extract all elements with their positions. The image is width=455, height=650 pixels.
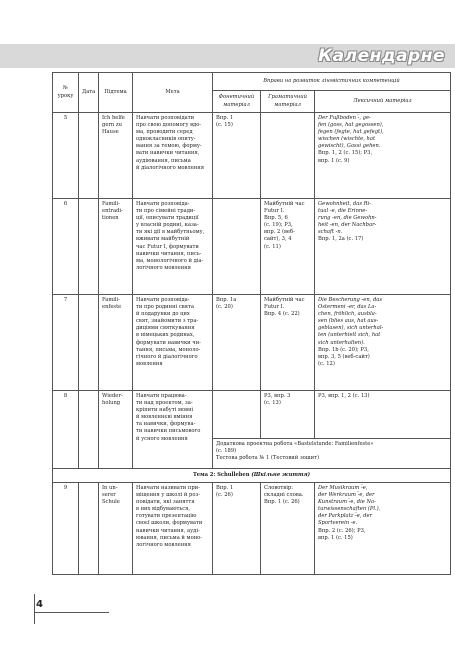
col-header-group: Вправи на розвиток лінгвістичних компетенцій [213, 73, 451, 91]
col-header-phonetic: Фонетичний матеріал [213, 91, 261, 113]
col-header-grammar: Граматичний матеріал [261, 91, 315, 113]
table-row [53, 483, 451, 575]
col-header-goal: Мета [133, 73, 213, 113]
subtopic-cell: Famili- entradi- tionen [99, 199, 133, 295]
subtopic-cell: In un- serer Schule [99, 483, 133, 575]
goal-cell: Навчати розповідати про свою допомогу вдо- ма, проводити серед однокласників опиту- вання за темою, форму- вати навички читання, аудіювання, письма й діалогічного мовлення [133, 113, 213, 199]
page-number: 4 [36, 599, 43, 610]
grammar-cell: Майбутній час Futur I. Впр. 5, 6 (с. 19); Р3, впр. 2 (веб- сайт), 3, 4 (с. 11) [261, 199, 315, 295]
table-row [53, 391, 451, 439]
table-row [53, 199, 451, 295]
grammar-cell: Майбутній час Futur I. Впр. 4 (с. 22) [261, 295, 315, 391]
col-header-subtopic: Підтема [99, 73, 133, 113]
lesson-date [79, 483, 99, 575]
page-header-title: Календарне [318, 46, 445, 66]
goal-cell: Навчати розповіда- ти про родинні свята й подарунки до цих свят, знайомити з тра- диціями святкування в німецьких родинах, формувати навички чи- тання, письма, моноло- гічного й діалогічного мовлення [133, 295, 213, 391]
topic-header-row [53, 469, 451, 483]
subtopic-cell: Wieder- holung [99, 391, 133, 469]
table-row [53, 295, 451, 391]
page-bottom-rule [34, 612, 109, 613]
lesson-number: 7 [53, 295, 79, 391]
lesson-number: 6 [53, 199, 79, 295]
lesson-number: 8 [53, 391, 79, 469]
phonetic-cell [213, 199, 261, 295]
goal-cell: Навчати працюва- ти над проектом, за- кріпити набуті мовні й мовленнєві вміння та навички, формува- ти навички письмового й усного мовлення [133, 391, 213, 469]
lesson-date [79, 391, 99, 469]
phonetic-cell [213, 391, 261, 439]
phonetic-cell: Впр. 1 (с. 26) [213, 483, 261, 575]
lexical-cell: Der Musikraum -̈e, der Werkraum -̈e, der Kunstraum -̈e, die Na- turwissenschaften (Pl.), der Parkplatz -̈e, der Sportverein -e. Впр. 2 (с. 26); Р3, впр. 1 (с. 15) [315, 483, 451, 575]
lesson-date [79, 199, 99, 295]
lesson-date [79, 295, 99, 391]
goal-cell: Навчати називати при- міщення у школі й роз- повідати, які заняття в них відбуваються, готувати презентацію своєї школи, формувати навички читання, ауді- ювання, письма й моно- логічного мовлення [133, 483, 213, 575]
subtopic-cell: Famili- enfeste [99, 295, 133, 391]
grammar-cell: Словотвір: складні слова. Впр. 1 (с. 26) [261, 483, 315, 575]
lexical-cell: Gewohnheit, das Ri- tual -e, die Erinne- rung -en, die Gewohn- heit -en, der Nachbar- schaft -n. Впр. 1, 2а (с. 17) [315, 199, 451, 295]
lexical-cell: Р3, впр. 1, 2 (с. 13) [315, 391, 451, 439]
phonetic-cell: Впр. 1 (с. 15) [213, 113, 261, 199]
grammar-cell [261, 113, 315, 199]
table-row [53, 113, 451, 199]
topic-header: Тема 2: Schulleben (Шкільне життя) [53, 469, 451, 483]
goal-cell: Навчати розповіда- ти про сімейні тради- ції, описувати традиції у власній родині, каза- ти які дії в майбутньому, вживати майбутній час Futur I, формувати навички читання, пись- ма, монологічного й діа- логічного мовлення [133, 199, 213, 295]
col-header-date: Дата [79, 73, 99, 113]
grammar-cell: Р3, впр. 3 (с. 13) [261, 391, 315, 439]
lesson-date [79, 113, 99, 199]
calendar-plan-table [52, 72, 451, 575]
lesson-number: 5 [53, 113, 79, 199]
phonetic-cell: Впр. 1а (с. 20) [213, 295, 261, 391]
additional-work-cell: Додаткова проектна робота «Bastelstunde: Familienfeste» (с. 189) Тестова робота № 1 (Тестовий зошит) [213, 439, 451, 469]
col-header-num: № уроку [53, 73, 79, 113]
lesson-number: 9 [53, 483, 79, 575]
lexical-cell: Der Fußboden -̈, ge- fen (goss, hat gegossen), fegen (fegte, hat gefegt), wischen (wischte, hat gewischt), Gassi gehen. Впр. 1, 2 (с. 15); Р3, впр. 1 (с. 9) [315, 113, 451, 199]
lexical-cell: Die Bescherung -en, das Ostermeni -er, das La- chen, fröhlich, ausbla- sen (blies aus, hat aus- geblasen), sich unterhal- ten (unterhielt sich, hat sich unterhalten). Впр. 1b (с. 20); Р3, впр. 3, 5 (веб-сайт) (с. 12) [315, 295, 451, 391]
subtopic-cell: Ich helfe gern zu Hause [99, 113, 133, 199]
page-number-rule [34, 594, 35, 624]
col-header-lexical: Лексичний матеріал [315, 91, 451, 113]
